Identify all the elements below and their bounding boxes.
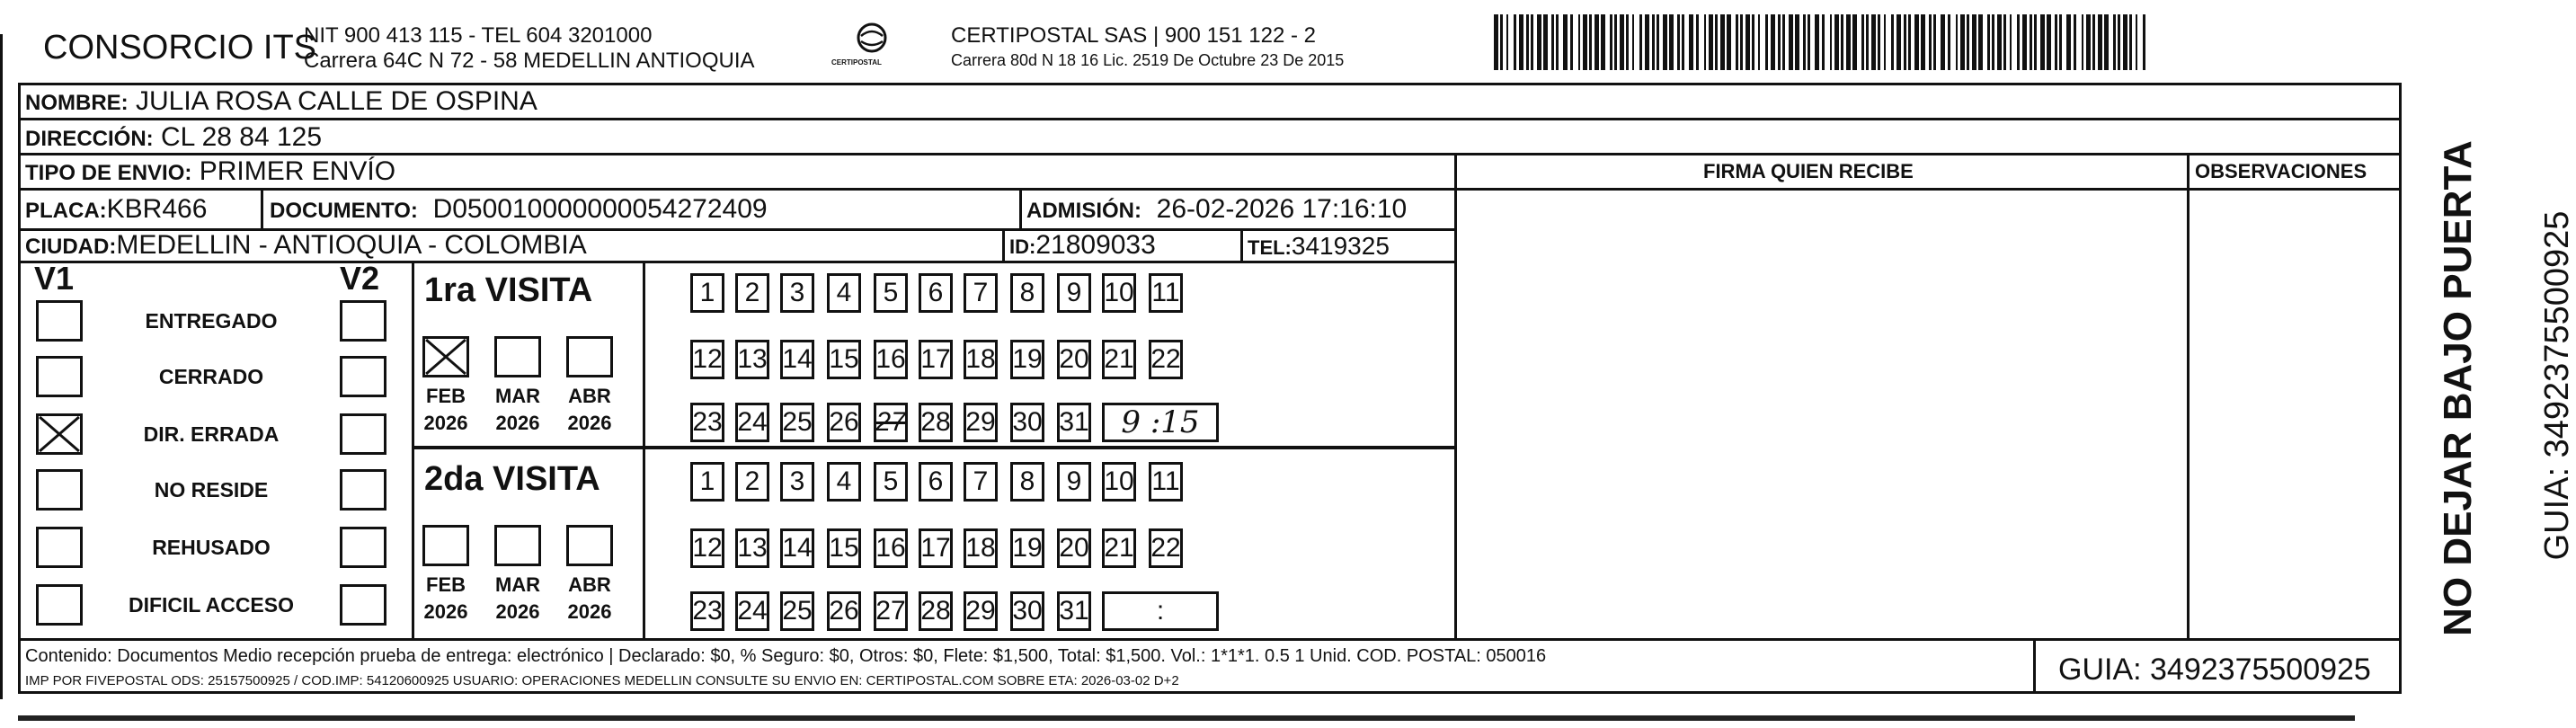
visit-title: 1ra VISITA — [424, 271, 593, 309]
day-box[interactable]: 9 — [1057, 273, 1091, 313]
year-label: 2026 — [495, 600, 540, 623]
year-label: 2026 — [423, 412, 468, 434]
side-guia: GUIA: 3492375500925 — [2538, 210, 2576, 561]
day-box[interactable]: 16 — [874, 340, 908, 379]
day-box[interactable]: 11 — [1149, 462, 1183, 502]
day-box[interactable]: 18 — [964, 340, 998, 379]
day-box[interactable]: 15 — [827, 340, 861, 379]
day-box[interactable]: 31 — [1057, 591, 1091, 631]
placa-value: KBR466 — [106, 194, 208, 224]
left-edge-mark — [0, 34, 3, 699]
day-box[interactable]: 28 — [919, 403, 953, 442]
month-label: MAR — [494, 573, 541, 596]
status-label: CERRADO — [158, 365, 264, 388]
day-box[interactable]: 19 — [1010, 528, 1044, 568]
v1-checkbox[interactable] — [36, 356, 83, 397]
footer-guia: GUIA: 3492375500925 — [2058, 653, 2371, 687]
month-checkbox[interactable] — [566, 525, 613, 566]
day-box[interactable]: 23 — [690, 403, 724, 442]
day-box[interactable]: 17 — [919, 340, 953, 379]
day-box[interactable]: 26 — [827, 403, 861, 442]
day-box[interactable]: 24 — [735, 591, 769, 631]
day-box[interactable]: 8 — [1010, 273, 1044, 313]
day-box[interactable]: 22 — [1149, 340, 1183, 379]
v2-checkbox[interactable] — [340, 584, 386, 626]
year-label: 2026 — [495, 412, 540, 434]
day-box[interactable]: 13 — [735, 528, 769, 568]
status-label: DIR. ERRADA — [143, 422, 280, 446]
status-label: DIFICIL ACCESO — [128, 593, 294, 617]
day-box[interactable]: 8 — [1010, 462, 1044, 502]
day-box[interactable]: 30 — [1010, 591, 1044, 631]
day-box[interactable]: 2 — [735, 462, 769, 502]
day-box[interactable]: 2 — [735, 273, 769, 313]
v2-checkbox[interactable] — [340, 469, 386, 510]
day-box[interactable]: 13 — [735, 340, 769, 379]
day-box[interactable]: 11 — [1149, 273, 1183, 313]
day-box[interactable]: 14 — [780, 340, 814, 379]
year-label: 2026 — [423, 600, 468, 623]
year-label: 2026 — [567, 412, 612, 434]
status-label: REHUSADO — [152, 536, 271, 559]
company-address: Carrera 64C N 72 - 58 MEDELLIN ANTIOQUIA — [304, 49, 755, 73]
side-panel — [2404, 90, 2576, 701]
bottom-edge-strip — [18, 715, 2355, 721]
direccion-row: DIRECCIÓN: CL 28 84 125 — [25, 122, 323, 152]
day-box[interactable]: 4 — [827, 273, 861, 313]
day-box[interactable]: 1 — [690, 462, 724, 502]
day-box[interactable]: 21 — [1102, 340, 1136, 379]
day-box[interactable]: 19 — [1010, 340, 1044, 379]
v1-checkbox[interactable] — [36, 469, 83, 510]
day-box[interactable]: 27 — [874, 403, 908, 442]
status-label: NO RESIDE — [154, 478, 269, 502]
id-value: 21809033 — [1035, 230, 1156, 260]
month-checkbox[interactable] — [566, 336, 613, 377]
day-box[interactable]: 10 — [1102, 273, 1136, 313]
day-box[interactable]: 25 — [780, 403, 814, 442]
company-name: CONSORCIO ITS — [43, 29, 317, 67]
day-box[interactable]: 5 — [874, 273, 908, 313]
v1-checkbox[interactable] — [36, 413, 83, 455]
v2-header: V2 — [340, 260, 380, 297]
status-label: ENTREGADO — [145, 309, 278, 333]
day-box[interactable]: 23 — [690, 591, 724, 631]
ciudad-value: MEDELLIN - ANTIOQUIA - COLOMBIA — [116, 230, 587, 260]
v2-checkbox[interactable] — [340, 413, 386, 455]
day-box[interactable]: 7 — [964, 462, 998, 502]
v2-checkbox[interactable] — [340, 527, 386, 568]
day-box[interactable]: 5 — [874, 462, 908, 502]
day-box[interactable]: 15 — [827, 528, 861, 568]
day-box[interactable]: 29 — [964, 591, 998, 631]
visit-title: 2da VISITA — [424, 460, 600, 498]
month-label: FEB — [426, 573, 466, 596]
month-checkbox[interactable] — [422, 336, 469, 377]
day-box[interactable]: 31 — [1057, 403, 1091, 442]
recipient-name: JULIA ROSA CALLE DE OSPINA — [136, 86, 537, 116]
v1-checkbox[interactable] — [36, 584, 83, 626]
v1-header: V1 — [34, 260, 75, 297]
day-box[interactable]: 9 — [1057, 462, 1091, 502]
day-box[interactable]: 27 — [874, 591, 908, 631]
day-box[interactable]: 25 — [780, 591, 814, 631]
day-box[interactable]: 17 — [919, 528, 953, 568]
day-box[interactable]: 10 — [1102, 462, 1136, 502]
day-box[interactable]: 4 — [827, 462, 861, 502]
day-box[interactable]: 20 — [1057, 340, 1091, 379]
v2-checkbox[interactable] — [340, 356, 386, 397]
tipo-envio-value: PRIMER ENVÍO — [199, 156, 396, 186]
visit-time-box[interactable]: : — [1102, 591, 1219, 631]
v1-checkbox[interactable] — [36, 300, 83, 342]
documento-value: D050010000000054272409 — [432, 194, 768, 224]
day-box[interactable]: 20 — [1057, 528, 1091, 568]
logo-caption: CERTIPOSTAL — [831, 58, 882, 67]
visit-time-box[interactable]: 9 :15 — [1102, 403, 1219, 442]
day-box[interactable]: 21 — [1102, 528, 1136, 568]
year-label: 2026 — [567, 600, 612, 623]
v1-checkbox[interactable] — [36, 527, 83, 568]
day-box[interactable]: 14 — [780, 528, 814, 568]
month-checkbox[interactable] — [494, 336, 541, 377]
day-box[interactable]: 26 — [827, 591, 861, 631]
documento-row: DOCUMENTO: D050010000000054272409 — [270, 194, 768, 224]
nombre-row: NOMBRE: JULIA ROSA CALLE DE OSPINA — [25, 86, 537, 116]
day-box[interactable]: 3 — [780, 273, 814, 313]
side-warning: NO DEJAR BAJO PUERTA — [2436, 140, 2480, 636]
day-box[interactable]: 12 — [690, 528, 724, 568]
footer-print-info: IMP POR FIVEPOSTAL ODS: 25157500925 / COD.IMP: 54120600925 USUARIO: OPERACIONES MEDELLIN CONSULTE SU ENVIO EN: CERTIPOSTAL.COM SOBRE ETA: 2026-03-02 D+2 — [25, 673, 1179, 688]
month-label: ABR — [568, 573, 611, 596]
recipient-address: CL 28 84 125 — [161, 122, 323, 152]
day-box[interactable]: 16 — [874, 528, 908, 568]
month-label: ABR — [568, 385, 611, 407]
month-label: FEB — [426, 385, 466, 407]
day-box[interactable]: 1 — [690, 273, 724, 313]
day-box[interactable]: 28 — [919, 591, 953, 631]
admision-row: ADMISIÓN: 26-02-2026 17:16:10 — [1026, 194, 1408, 224]
footer-contents: Contenido: Documentos Medio recepción prueba de entrega: electrónico | Declarado: $0, % Seguro: $0, Otros: $0, Flete: $1,500, Total: $1,500. Vol.: 1*1*1. 0.5 1 Unid. COD. POSTAL: 050016 — [25, 646, 1547, 666]
day-box[interactable]: 6 — [919, 462, 953, 502]
firma-header: FIRMA QUIEN RECIBE — [1703, 160, 1914, 182]
day-box[interactable]: 6 — [919, 273, 953, 313]
day-box[interactable]: 30 — [1010, 403, 1044, 442]
month-label: MAR — [494, 385, 541, 407]
month-checkbox[interactable] — [422, 525, 469, 566]
v2-checkbox[interactable] — [340, 300, 386, 342]
tipo-envio-row: TIPO DE ENVIO: PRIMER ENVÍO — [25, 156, 396, 186]
day-box[interactable]: 22 — [1149, 528, 1183, 568]
day-box[interactable]: 18 — [964, 528, 998, 568]
tel-value: 3419325 — [1291, 232, 1390, 260]
company-nit: NIT 900 413 115 - TEL 604 3201000 — [304, 23, 653, 48]
barcode — [1492, 11, 2157, 72]
ciudad-row: CIUDAD:MEDELLIN - ANTIOQUIA - COLOMBIA — [25, 230, 587, 260]
carrier-license: Carrera 80d N 18 16 Lic. 2519 De Octubre 23 De 2015 — [951, 51, 1345, 69]
day-box[interactable]: 7 — [964, 273, 998, 313]
day-box[interactable]: 24 — [735, 403, 769, 442]
carrier-name: CERTIPOSTAL SAS | 900 151 122 - 2 — [951, 23, 1316, 48]
placa-row: PLACA:KBR466 — [25, 194, 208, 224]
day-box[interactable]: 3 — [780, 462, 814, 502]
day-box[interactable]: 12 — [690, 340, 724, 379]
id-row: ID:21809033 — [1009, 230, 1156, 260]
observaciones-header: OBSERVACIONES — [2195, 160, 2367, 182]
admision-value: 26-02-2026 17:16:10 — [1156, 194, 1408, 224]
day-box[interactable]: 29 — [964, 403, 998, 442]
tel-row: TEL:3419325 — [1248, 232, 1390, 260]
month-checkbox[interactable] — [494, 525, 541, 566]
